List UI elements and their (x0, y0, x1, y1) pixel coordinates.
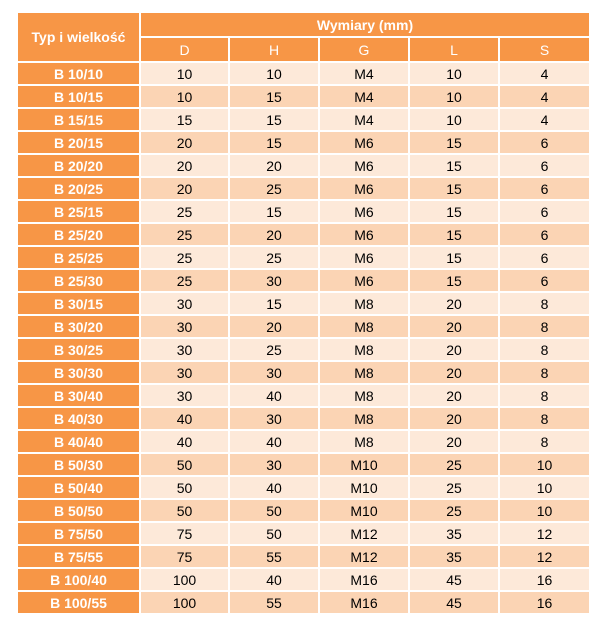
cell-l: 15 (410, 247, 498, 268)
row-type-size: B 25/15 (18, 201, 139, 222)
cell-d: 25 (141, 224, 228, 245)
table-row (18, 523, 589, 544)
table-row (18, 546, 589, 567)
table-row (18, 201, 589, 222)
cell-d: 40 (141, 408, 228, 429)
row-type-size: B 10/15 (18, 86, 139, 107)
cell-s: 8 (500, 385, 589, 406)
row-type-size: B 25/30 (18, 270, 139, 291)
cell-l: 20 (410, 316, 498, 337)
cell-s: 10 (500, 454, 589, 475)
cell-d: 30 (141, 316, 228, 337)
cell-l: 15 (410, 224, 498, 245)
row-type-size: B 40/30 (18, 408, 139, 429)
cell-h: 30 (230, 362, 318, 383)
dimensions-table-wrapper (16, 11, 591, 615)
cell-g: M8 (320, 339, 408, 360)
row-type-size: B 100/55 (18, 592, 139, 613)
cell-h: 15 (230, 86, 318, 107)
table-row (18, 569, 589, 590)
table-row (18, 178, 589, 199)
cell-l: 25 (410, 454, 498, 475)
cell-h: 50 (230, 500, 318, 521)
row-type-size: B 30/40 (18, 385, 139, 406)
cell-g: M16 (320, 592, 408, 613)
table-row (18, 477, 589, 498)
row-type-size: B 75/55 (18, 546, 139, 567)
cell-g: M4 (320, 86, 408, 107)
cell-d: 100 (141, 592, 228, 613)
table-row (18, 316, 589, 337)
table-row (18, 454, 589, 475)
cell-s: 10 (500, 477, 589, 498)
cell-d: 75 (141, 523, 228, 544)
cell-s: 12 (500, 546, 589, 567)
cell-h: 30 (230, 454, 318, 475)
row-type-size: B 75/50 (18, 523, 139, 544)
cell-d: 10 (141, 63, 228, 84)
cell-l: 20 (410, 385, 498, 406)
column-header-s: S (500, 38, 589, 61)
cell-s: 6 (500, 224, 589, 245)
cell-h: 40 (230, 477, 318, 498)
cell-g: M6 (320, 247, 408, 268)
cell-d: 20 (141, 155, 228, 176)
cell-h: 40 (230, 569, 318, 590)
row-type-size: B 30/15 (18, 293, 139, 314)
cell-l: 35 (410, 523, 498, 544)
header-row-top (18, 13, 589, 36)
cell-g: M6 (320, 270, 408, 291)
cell-l: 20 (410, 431, 498, 452)
row-type-size: B 100/40 (18, 569, 139, 590)
dimensions-table (16, 11, 591, 615)
cell-d: 30 (141, 362, 228, 383)
cell-g: M8 (320, 293, 408, 314)
cell-s: 4 (500, 63, 589, 84)
cell-g: M6 (320, 132, 408, 153)
cell-g: M8 (320, 362, 408, 383)
table-row (18, 385, 589, 406)
cell-g: M10 (320, 454, 408, 475)
cell-g: M4 (320, 63, 408, 84)
cell-g: M10 (320, 500, 408, 521)
cell-g: M4 (320, 109, 408, 130)
cell-h: 20 (230, 224, 318, 245)
cell-l: 10 (410, 63, 498, 84)
cell-l: 20 (410, 362, 498, 383)
row-type-size: B 25/25 (18, 247, 139, 268)
table-row (18, 500, 589, 521)
cell-g: M8 (320, 316, 408, 337)
cell-l: 25 (410, 500, 498, 521)
cell-s: 4 (500, 109, 589, 130)
table-row (18, 247, 589, 268)
cell-s: 6 (500, 178, 589, 199)
table-row (18, 63, 589, 84)
table-row (18, 132, 589, 153)
cell-h: 55 (230, 546, 318, 567)
cell-g: M6 (320, 201, 408, 222)
dimensions-header: Wymiary (mm) (141, 13, 589, 36)
cell-l: 15 (410, 178, 498, 199)
cell-s: 16 (500, 592, 589, 613)
cell-g: M8 (320, 431, 408, 452)
cell-g: M12 (320, 523, 408, 544)
table-row (18, 86, 589, 107)
table-row (18, 224, 589, 245)
table-row (18, 270, 589, 291)
table-row (18, 339, 589, 360)
row-type-size: B 50/40 (18, 477, 139, 498)
row-type-size: B 20/15 (18, 132, 139, 153)
cell-d: 25 (141, 247, 228, 268)
cell-l: 15 (410, 155, 498, 176)
cell-h: 40 (230, 431, 318, 452)
column-header-d: D (141, 38, 228, 61)
cell-d: 50 (141, 500, 228, 521)
row-type-size: B 10/10 (18, 63, 139, 84)
cell-s: 6 (500, 270, 589, 291)
row-type-size: B 50/50 (18, 500, 139, 521)
table-row (18, 408, 589, 429)
cell-d: 10 (141, 86, 228, 107)
cell-d: 20 (141, 132, 228, 153)
row-type-size: B 50/30 (18, 454, 139, 475)
cell-d: 50 (141, 477, 228, 498)
cell-s: 8 (500, 362, 589, 383)
cell-d: 75 (141, 546, 228, 567)
cell-d: 30 (141, 385, 228, 406)
cell-h: 15 (230, 132, 318, 153)
cell-h: 55 (230, 592, 318, 613)
cell-h: 15 (230, 293, 318, 314)
type-size-header: Typ i wielkość (18, 13, 139, 61)
cell-l: 25 (410, 477, 498, 498)
table-row (18, 109, 589, 130)
cell-s: 4 (500, 86, 589, 107)
cell-g: M16 (320, 569, 408, 590)
cell-l: 20 (410, 339, 498, 360)
cell-d: 100 (141, 569, 228, 590)
cell-d: 40 (141, 431, 228, 452)
row-type-size: B 25/20 (18, 224, 139, 245)
cell-l: 35 (410, 546, 498, 567)
cell-h: 20 (230, 316, 318, 337)
cell-h: 15 (230, 109, 318, 130)
row-type-size: B 30/30 (18, 362, 139, 383)
cell-g: M12 (320, 546, 408, 567)
cell-l: 20 (410, 293, 498, 314)
cell-d: 30 (141, 339, 228, 360)
column-header-h: H (230, 38, 318, 61)
cell-l: 10 (410, 109, 498, 130)
row-type-size: B 20/20 (18, 155, 139, 176)
cell-g: M8 (320, 385, 408, 406)
table-row (18, 431, 589, 452)
cell-l: 15 (410, 270, 498, 291)
cell-h: 40 (230, 385, 318, 406)
table-row (18, 362, 589, 383)
cell-h: 30 (230, 270, 318, 291)
cell-g: M6 (320, 178, 408, 199)
cell-l: 15 (410, 201, 498, 222)
cell-s: 6 (500, 247, 589, 268)
cell-s: 6 (500, 132, 589, 153)
cell-l: 20 (410, 408, 498, 429)
row-type-size: B 30/25 (18, 339, 139, 360)
cell-s: 8 (500, 293, 589, 314)
cell-s: 12 (500, 523, 589, 544)
cell-s: 16 (500, 569, 589, 590)
cell-g: M6 (320, 155, 408, 176)
cell-s: 6 (500, 201, 589, 222)
cell-l: 45 (410, 592, 498, 613)
row-type-size: B 20/25 (18, 178, 139, 199)
column-header-g: G (320, 38, 408, 61)
table-row (18, 592, 589, 613)
cell-l: 10 (410, 86, 498, 107)
cell-s: 8 (500, 339, 589, 360)
column-header-l: L (410, 38, 498, 61)
cell-h: 25 (230, 178, 318, 199)
cell-d: 15 (141, 109, 228, 130)
cell-d: 25 (141, 270, 228, 291)
table-row (18, 155, 589, 176)
cell-d: 20 (141, 178, 228, 199)
cell-l: 45 (410, 569, 498, 590)
cell-h: 30 (230, 408, 318, 429)
cell-s: 6 (500, 155, 589, 176)
cell-g: M10 (320, 477, 408, 498)
row-type-size: B 40/40 (18, 431, 139, 452)
cell-l: 15 (410, 132, 498, 153)
cell-s: 8 (500, 431, 589, 452)
cell-d: 30 (141, 293, 228, 314)
cell-h: 10 (230, 63, 318, 84)
cell-s: 10 (500, 500, 589, 521)
cell-h: 25 (230, 247, 318, 268)
cell-d: 50 (141, 454, 228, 475)
cell-g: M6 (320, 224, 408, 245)
table-body (18, 63, 589, 613)
cell-h: 15 (230, 201, 318, 222)
cell-g: M8 (320, 408, 408, 429)
row-type-size: B 30/20 (18, 316, 139, 337)
cell-d: 25 (141, 201, 228, 222)
cell-s: 8 (500, 316, 589, 337)
cell-h: 25 (230, 339, 318, 360)
cell-s: 8 (500, 408, 589, 429)
cell-h: 50 (230, 523, 318, 544)
row-type-size: B 15/15 (18, 109, 139, 130)
cell-h: 20 (230, 155, 318, 176)
table-row (18, 293, 589, 314)
